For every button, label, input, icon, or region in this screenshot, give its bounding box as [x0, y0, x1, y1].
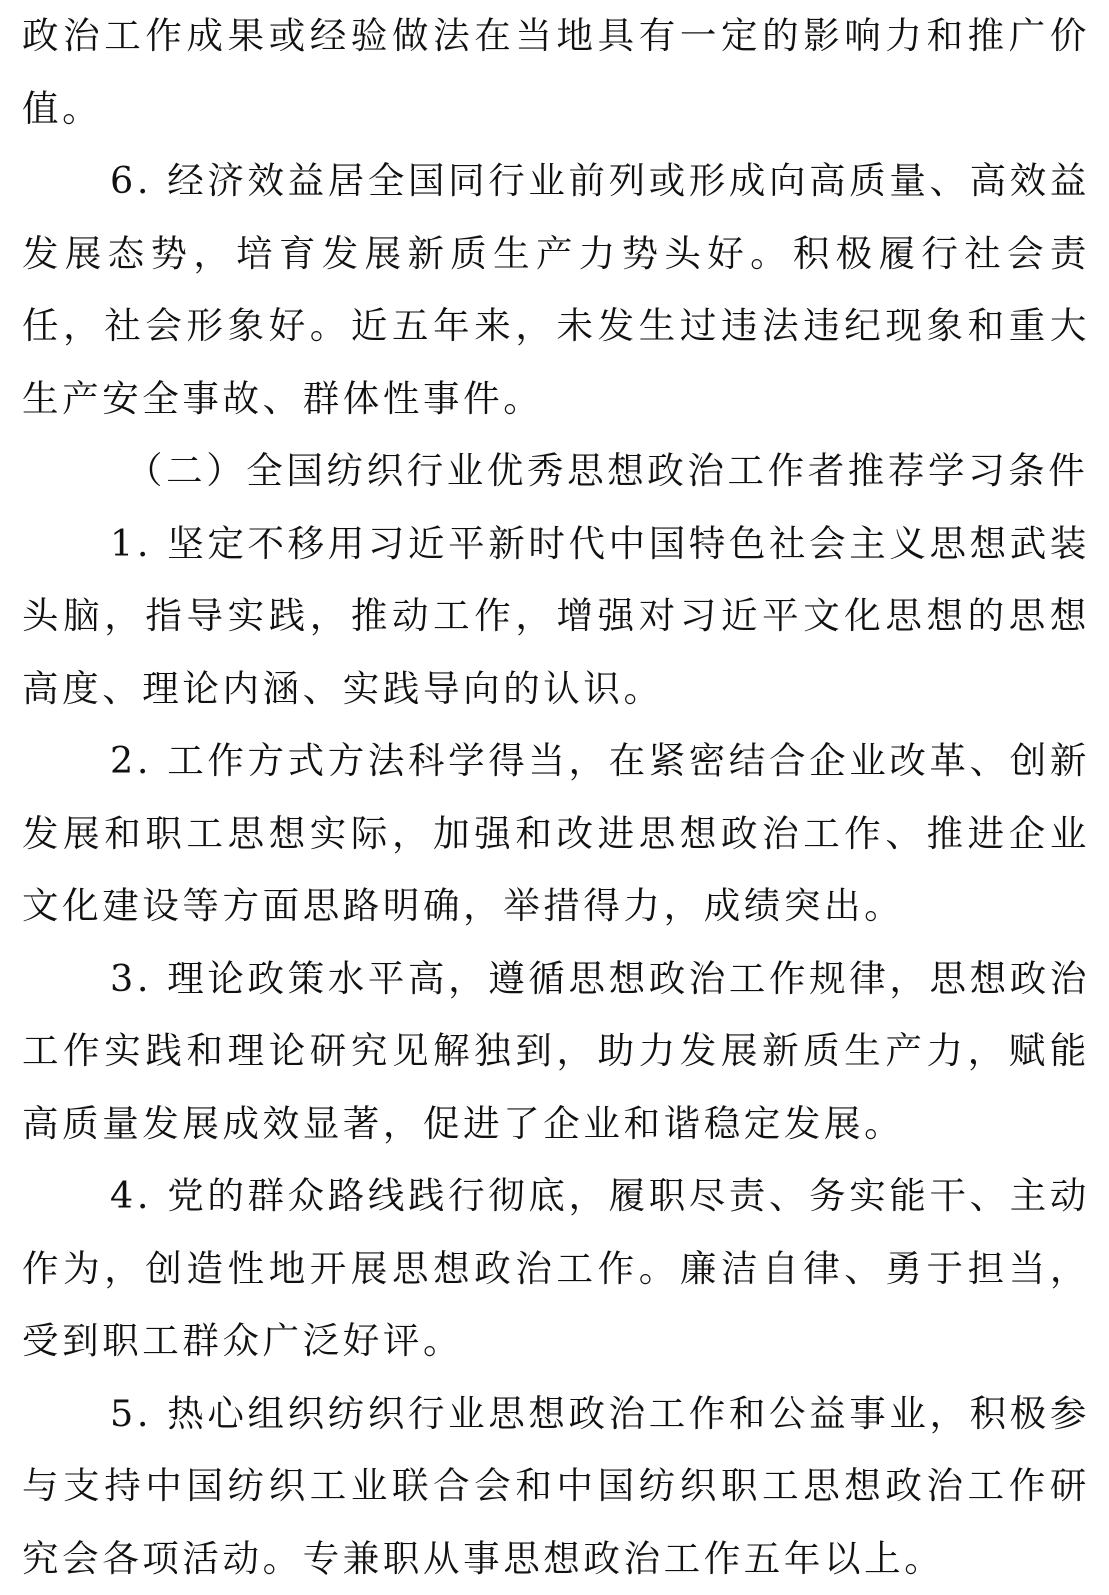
section-heading-2: （二）全国纺织行业优秀思想政治工作者推荐学习条件: [22, 435, 1090, 508]
paragraph-continuation: 政治工作成果或经验做法在当地具有一定的影响力和推广价值。: [22, 0, 1090, 145]
paragraph-item-5: 5. 热心组织纺织行业思想政治工作和公益事业，积极参与支持中国纺织工业联合会和中国纺织职工思想政治工作研究会各项活动。专兼职从事思想政治工作五年以上。: [22, 1378, 1090, 1595]
paragraph-item-6: 6. 经济效益居全国同行业前列或形成向高质量、高效益发展态势，培育发展新质生产力势头好。积极履行社会责任，社会形象好。近五年来，未发生过违法违纪现象和重大生产安全事故、群体性事件。: [22, 145, 1090, 435]
paragraph-item-1: 1. 坚定不移用习近平新时代中国特色社会主义思想武装头脑，指导实践，推动工作，增强对习近平文化思想的思想高度、理论内涵、实践导向的认识。: [22, 508, 1090, 726]
document-body: [22, 0, 1090, 1595]
paragraph-item-4: 4. 党的群众路线践行彻底，履职尽责、务实能干、主动作为，创造性地开展思想政治工作。廉洁自律、勇于担当，受到职工群众广泛好评。: [22, 1160, 1090, 1378]
paragraph-item-3: 3. 理论政策水平高，遵循思想政治工作规律，思想政治工作实践和理论研究见解独到，助力发展新质生产力，赋能高质量发展成效显著，促进了企业和谐稳定发展。: [22, 943, 1090, 1161]
paragraph-item-2: 2. 工作方式方法科学得当，在紧密结合企业改革、创新发展和职工思想实际，加强和改进思想政治工作、推进企业文化建设等方面思路明确，举措得力，成绩突出。: [22, 725, 1090, 943]
